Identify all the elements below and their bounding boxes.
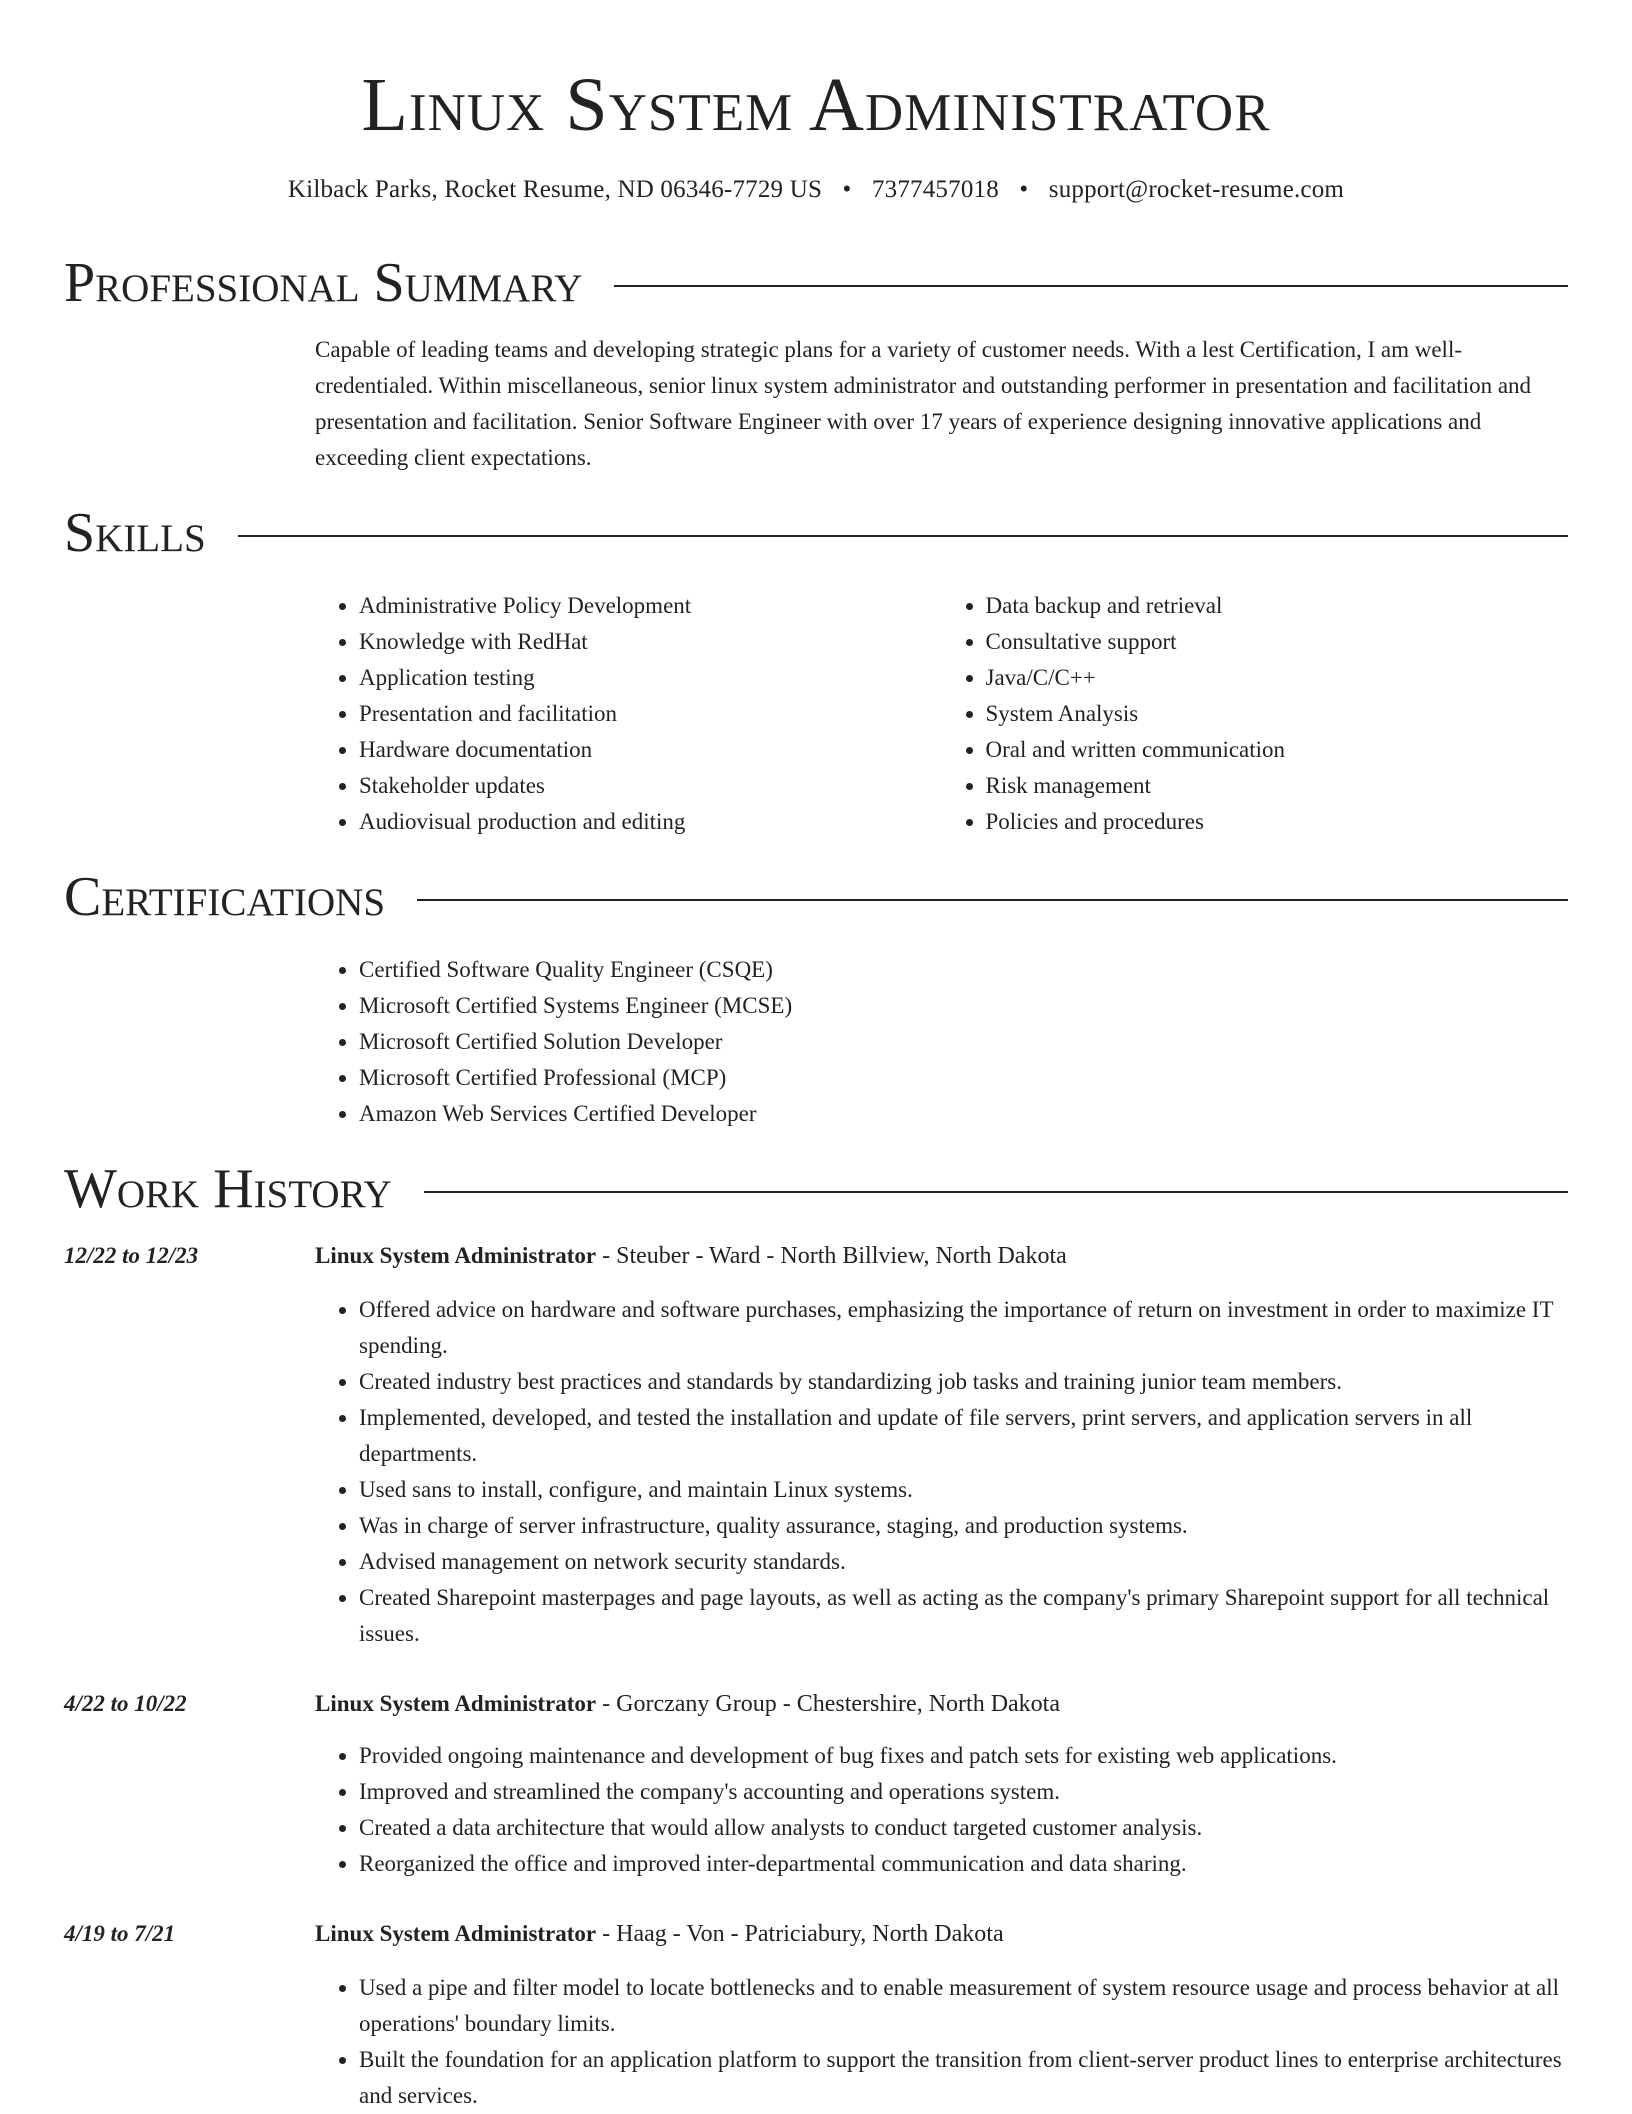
job-duty: • Used a pipe and filter model to locate bottlenecks and to enable measurement of system resource usage and process behavior at all operations' boundary limits. <box>359 1970 1568 2042</box>
job-duty: • Advised management on network security standards. <box>359 1544 1568 1580</box>
certification-item: • Certified Software Quality Engineer (CSQE) <box>359 952 1568 988</box>
job-title: Linux System Administrator <box>315 1921 597 1946</box>
summary-section-header <box>64 248 1568 318</box>
job-details <box>315 1686 1568 1882</box>
job-heading <box>315 1238 1568 1274</box>
contact-separator: • <box>1019 176 1029 203</box>
skills-section-header <box>64 498 1568 568</box>
skill-item: • Knowledge with RedHat <box>359 624 942 660</box>
job-details <box>315 1238 1568 1652</box>
job-heading <box>315 1916 1568 1952</box>
section-divider <box>238 535 1568 537</box>
job-entry <box>64 1238 1568 1652</box>
certification-item: • Amazon Web Services Certified Developer <box>359 1096 1568 1132</box>
contact-email: support@rocket-resume.com <box>1048 176 1345 203</box>
job-duty: • Implemented, developed, and tested the installation and update of file servers, print servers, and application servers in all departments. <box>359 1400 1568 1472</box>
skill-item: • Administrative Policy Development <box>359 588 942 624</box>
certifications-title: Certifications <box>64 866 386 928</box>
summary-title: Professional Summary <box>64 252 583 314</box>
work-title: Work History <box>64 1158 392 1220</box>
skill-item: • System Analysis <box>986 696 1569 732</box>
job-dates: 12/22 to 12/23 <box>64 1243 199 1268</box>
job-dates: 4/22 to 10/22 <box>64 1691 187 1716</box>
skill-item: • Stakeholder updates <box>359 768 942 804</box>
skills-list <box>315 588 1568 840</box>
job-details <box>315 1916 1568 2114</box>
job-title: Linux System Administrator <box>315 1691 597 1716</box>
job-duty: • Built the foundation for an application platform to support the transition from client-server product lines to enterprise architectures and services. <box>359 2042 1568 2114</box>
job-duty: • Reorganized the office and improved inter-departmental communication and data sharing. <box>359 1846 1568 1882</box>
skill-item: • Hardware documentation <box>359 732 942 768</box>
skill-item: • Audiovisual production and editing <box>359 804 942 840</box>
skill-item: • Java/C/C++ <box>986 660 1569 696</box>
skill-item: • Risk management <box>986 768 1569 804</box>
job-dates: 4/19 to 7/21 <box>64 1921 176 1946</box>
job-duty: • Created Sharepoint masterpages and page layouts, as well as acting as the company's primary Sharepoint support for all technical issues. <box>359 1580 1568 1652</box>
certifications-list <box>315 952 1568 1132</box>
skills-title: Skills <box>64 502 206 564</box>
contact-separator: • <box>842 176 852 203</box>
skills-column-right <box>942 588 1569 840</box>
skills-column-left <box>315 588 942 840</box>
certification-item: • Microsoft Certified Solution Developer <box>359 1024 1568 1060</box>
contact-line <box>64 168 1568 212</box>
certifications-body <box>315 952 1568 1132</box>
contact-address: Kilback Parks, Rocket Resume, ND 06346-7729 US <box>287 176 823 203</box>
job-entry <box>64 1916 1568 2114</box>
job-entry <box>64 1686 1568 1882</box>
skill-item: • Application testing <box>359 660 942 696</box>
section-divider <box>424 1191 1568 1193</box>
section-divider <box>417 899 1568 901</box>
job-duty: • Improved and streamlined the company's accounting and operations system. <box>359 1774 1568 1810</box>
job-heading <box>315 1686 1568 1722</box>
certifications-section-header <box>64 862 1568 932</box>
summary-text: Capable of leading teams and developing strategic plans for a variety of customer needs. With a lest Certification, I am well-credentialed. Within miscellaneous, senior linux system administrator and outstanding performer in presentation and facilitation and presentation and facilitation. Senior Software Engineer with over 17 years of experience designing innovative applications and exceeding client expectations. <box>315 337 1532 470</box>
job-duty: • Provided ongoing maintenance and development of bug fixes and patch sets for existing web applications. <box>359 1738 1568 1774</box>
job-employer: - Haag - Von - Patriciabury, North Dakota <box>596 1921 1004 1947</box>
skill-item: • Policies and procedures <box>986 804 1569 840</box>
section-divider <box>614 285 1568 287</box>
job-duties <box>315 1970 1568 2114</box>
work-section-header <box>64 1154 1568 1224</box>
skill-item: • Presentation and facilitation <box>359 696 942 732</box>
skill-item: • Oral and written communication <box>986 732 1569 768</box>
job-duty: • Created a data architecture that would allow analysts to conduct targeted customer analysis. <box>359 1810 1568 1846</box>
job-duty: • Created industry best practices and standards by standardizing job tasks and training junior team members. <box>359 1364 1568 1400</box>
job-duty: • Was in charge of server infrastructure, quality assurance, staging, and production systems. <box>359 1508 1568 1544</box>
summary-body <box>315 332 1568 476</box>
candidate-name: Linux System Administrator <box>361 63 1271 147</box>
job-duties <box>315 1738 1568 1882</box>
job-title: Linux System Administrator <box>315 1243 597 1268</box>
skill-item: • Data backup and retrieval <box>986 588 1569 624</box>
certification-item: • Microsoft Certified Professional (MCP) <box>359 1060 1568 1096</box>
contact-phone: 7377457018 <box>871 176 999 203</box>
job-duty: • Used sans to install, configure, and maintain Linux systems. <box>359 1472 1568 1508</box>
job-employer: - Steuber - Ward - North Billview, North Dakota <box>596 1243 1067 1269</box>
job-duties <box>315 1292 1568 1652</box>
job-employer: - Gorczany Group - Chestershire, North Dakota <box>596 1691 1060 1717</box>
certification-item: • Microsoft Certified Systems Engineer (MCSE) <box>359 988 1568 1024</box>
job-duty: • Offered advice on hardware and software purchases, emphasizing the importance of return on investment in order to maximize IT spending. <box>359 1292 1568 1364</box>
skill-item: • Consultative support <box>986 624 1569 660</box>
